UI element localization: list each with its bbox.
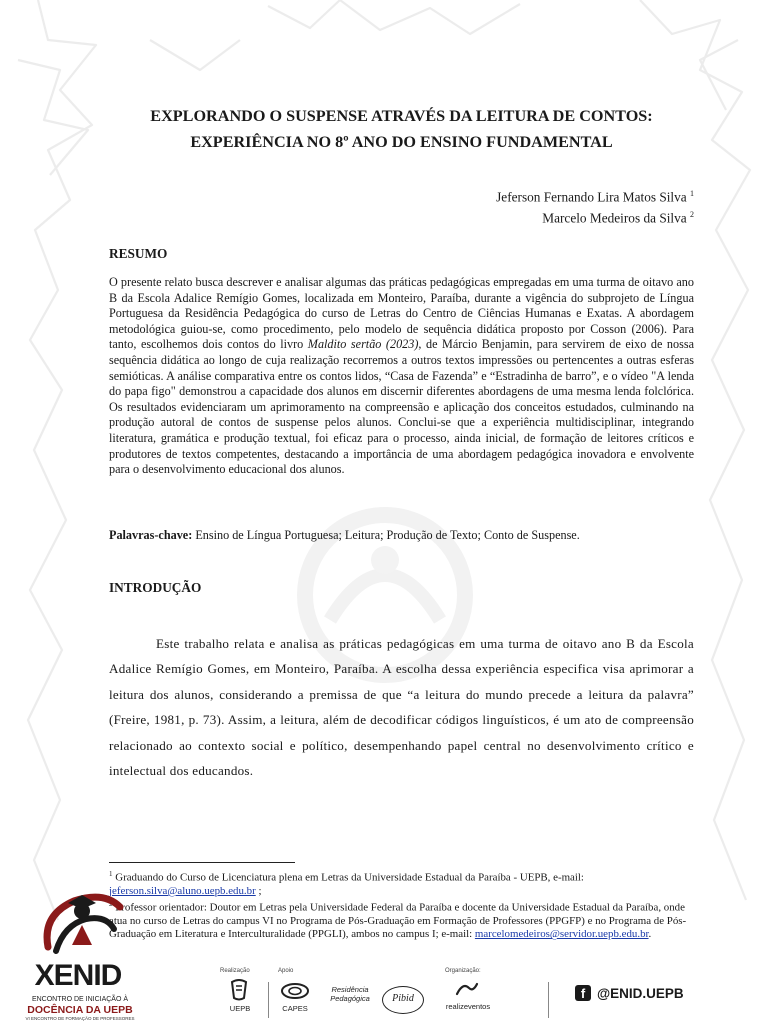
capes-logo-icon — [280, 982, 310, 1000]
footer-separator-1 — [268, 982, 269, 1018]
social-handle-text: @ENID.UEPB — [597, 986, 684, 1001]
footnote-2-mark: 2 — [109, 900, 113, 909]
author-1-name: Jeferson Fernando Lira Matos Silva — [496, 189, 687, 205]
enid-logo-wordmark: XENID — [34, 959, 122, 992]
abstract-book-title: Maldito sertão (2023) — [307, 337, 419, 352]
uepb-logo-icon — [228, 978, 250, 1002]
social-handle[interactable] — [575, 985, 715, 1003]
footnote-divider — [109, 862, 295, 863]
sponsor-uepb: UEPB — [229, 1004, 251, 1013]
author-2-name: Marcelo Medeiros da Silva — [542, 210, 687, 226]
author-1 — [496, 185, 694, 206]
intro-heading: INTRODUÇÃO — [109, 580, 202, 595]
footer-separator-2 — [548, 982, 549, 1018]
abstract-part-1: O presente relato busca descrever e analisar algumas das práticas pedagógicas empregadas em uma turma de oitavo ano B da Escola Adalice Remígio Gomes, localizada em Monteiro, Paraíba, durante a vigência do subprojeto de Língua Portuguesa da Residência Pedagógica do curso de Letras do Centro de Ciências Humanas e Exatas. A abordagem metodológica guiou-se, como procedimento, pelo modelo de sequência didática proposto por Cosson (2006). Para tanto, escolhemos dois contos do livro — [109, 275, 694, 352]
realize-logo-icon — [455, 980, 479, 998]
footnote-2-text: Professor orientador: Doutor em Letras pela Universidade Federal da Paraíba e docente da Universidade Estadual da Paraíba, onde atua no curso de Letras do campus VI no Programa de Pós-Graduação em Formação de Professores (PPGFP) e no Programa de Pós-Graduação em Literatura e Interculturalidade (PPGLI), ambos no campus I; e-mail: — [109, 901, 687, 941]
sponsor-capes: CAPES — [282, 1004, 308, 1013]
footnote-2 — [109, 898, 694, 942]
footnotes — [109, 868, 694, 942]
footnote-1 — [109, 868, 694, 898]
label-apoio: Apoio — [278, 968, 294, 974]
abstract-part-2: , de Márcio Benjamin, para servirem de eixo de nossa sequência didática ao longo de cuja realização recorremos a outros textos impressões ou pertencentes a outras esferas semióticas. A análise comparativa entre os contos lidos, “Casa de Fazenda” e “Estradinha de barro”, e o vídeo "A lenda do papa figo" demonstrou a capacidade dos alunos em discernir diferentes abordagens de uma mesma lenda folclórica. Os resultados evidenciaram um aprimoramento na compreensão e aplicação dos conceitos estudados, culminando na produção autoral de contos de suspense pelos alunos. Conclui-se que a experiência multidisciplinar, integrando literatura, gramática e produção textual, foi eficaz para o processo, ainda inicial, de formação de leitores críticos e produtores de textos competentes, destacando a importância de uma abordagem pedagógica inovadora e envolvente para o desenvolvimento educacional dos alunos. — [109, 337, 695, 477]
facebook-icon: f — [575, 985, 591, 1001]
sponsor-pibid: Pibid — [392, 993, 414, 1004]
keywords-text: Ensino de Língua Portuguesa; Leitura; Produção de Texto; Conto de Suspense. — [192, 528, 580, 542]
label-organizacao: Organização: — [445, 968, 481, 974]
footnote-2-tail: . — [648, 928, 652, 941]
enid-logo-subtitle-1: ENCONTRO DE INICIAÇÃO À — [31, 996, 129, 1003]
enid-emblem-icon — [34, 885, 130, 963]
footnote-1-mark: 1 — [109, 870, 113, 878]
label-realizacao: Realização — [220, 968, 250, 974]
keywords-label: Palavras-chave: — [109, 528, 193, 542]
footnote-1-tail: ; — [255, 884, 262, 897]
title-line-2: EXPERIÊNCIA NO 8º ANO DO ENSINO FUNDAMENTAL — [190, 133, 613, 151]
footnote-1-email-link[interactable]: jeferson.silva@aluno.uepb.edu.br — [109, 884, 256, 897]
author-2-ref: 2 — [690, 210, 694, 220]
abstract-text — [109, 275, 694, 478]
enid-logo-subtitle-2: DOCÊNCIA DA UEPB — [27, 1004, 133, 1016]
enid-logo-subtitle-3: VI ENCONTRO DE FORMAÇÃO DE PROFESSORES — [25, 1016, 135, 1021]
footnote-2-email-link[interactable]: marcelomedeiros@servidor.uepb.edu.br — [474, 928, 649, 941]
paper-title — [109, 103, 694, 155]
sponsor-realize: realizeventos — [445, 1002, 491, 1011]
author-1-ref: 1 — [690, 189, 694, 198]
sponsor-residencia: Residência Pedagógica — [330, 985, 370, 1003]
footnote-1-text: Graduando do Curso de Licenciatura plena em Letras da Universidade Estadual da Paraíba - UEPB, e-mail: — [112, 871, 584, 884]
intro-paragraph: Este trabalho relata e analisa as práticas pedagógicas em uma turma de oitavo ano B da Escola Adalice Remígio Gomes, em Monteiro, Paraíba. A escolha dessa experiência especifica visa aprimorar a leitura dos alunos, considerando a premissa de que “a leitura do mundo precede a leitura da palavra” (Freire, 1981, p. 73). Assim, a leitura, além de decodificar códigos linguísticos, é um ato de compreensão relacionado ao contexto social e político, desempenhando papel central no desenvolvimento crítico e intelectual dos educandos. — [109, 636, 694, 779]
title-line-1: EXPLORANDO O SUSPENSE ATRAVÉS DA LEITURA DE CONTOS: — [150, 107, 653, 125]
author-block — [496, 185, 694, 228]
author-2 — [496, 206, 694, 227]
keywords — [109, 528, 694, 543]
abstract-heading: RESUMO — [109, 246, 168, 261]
